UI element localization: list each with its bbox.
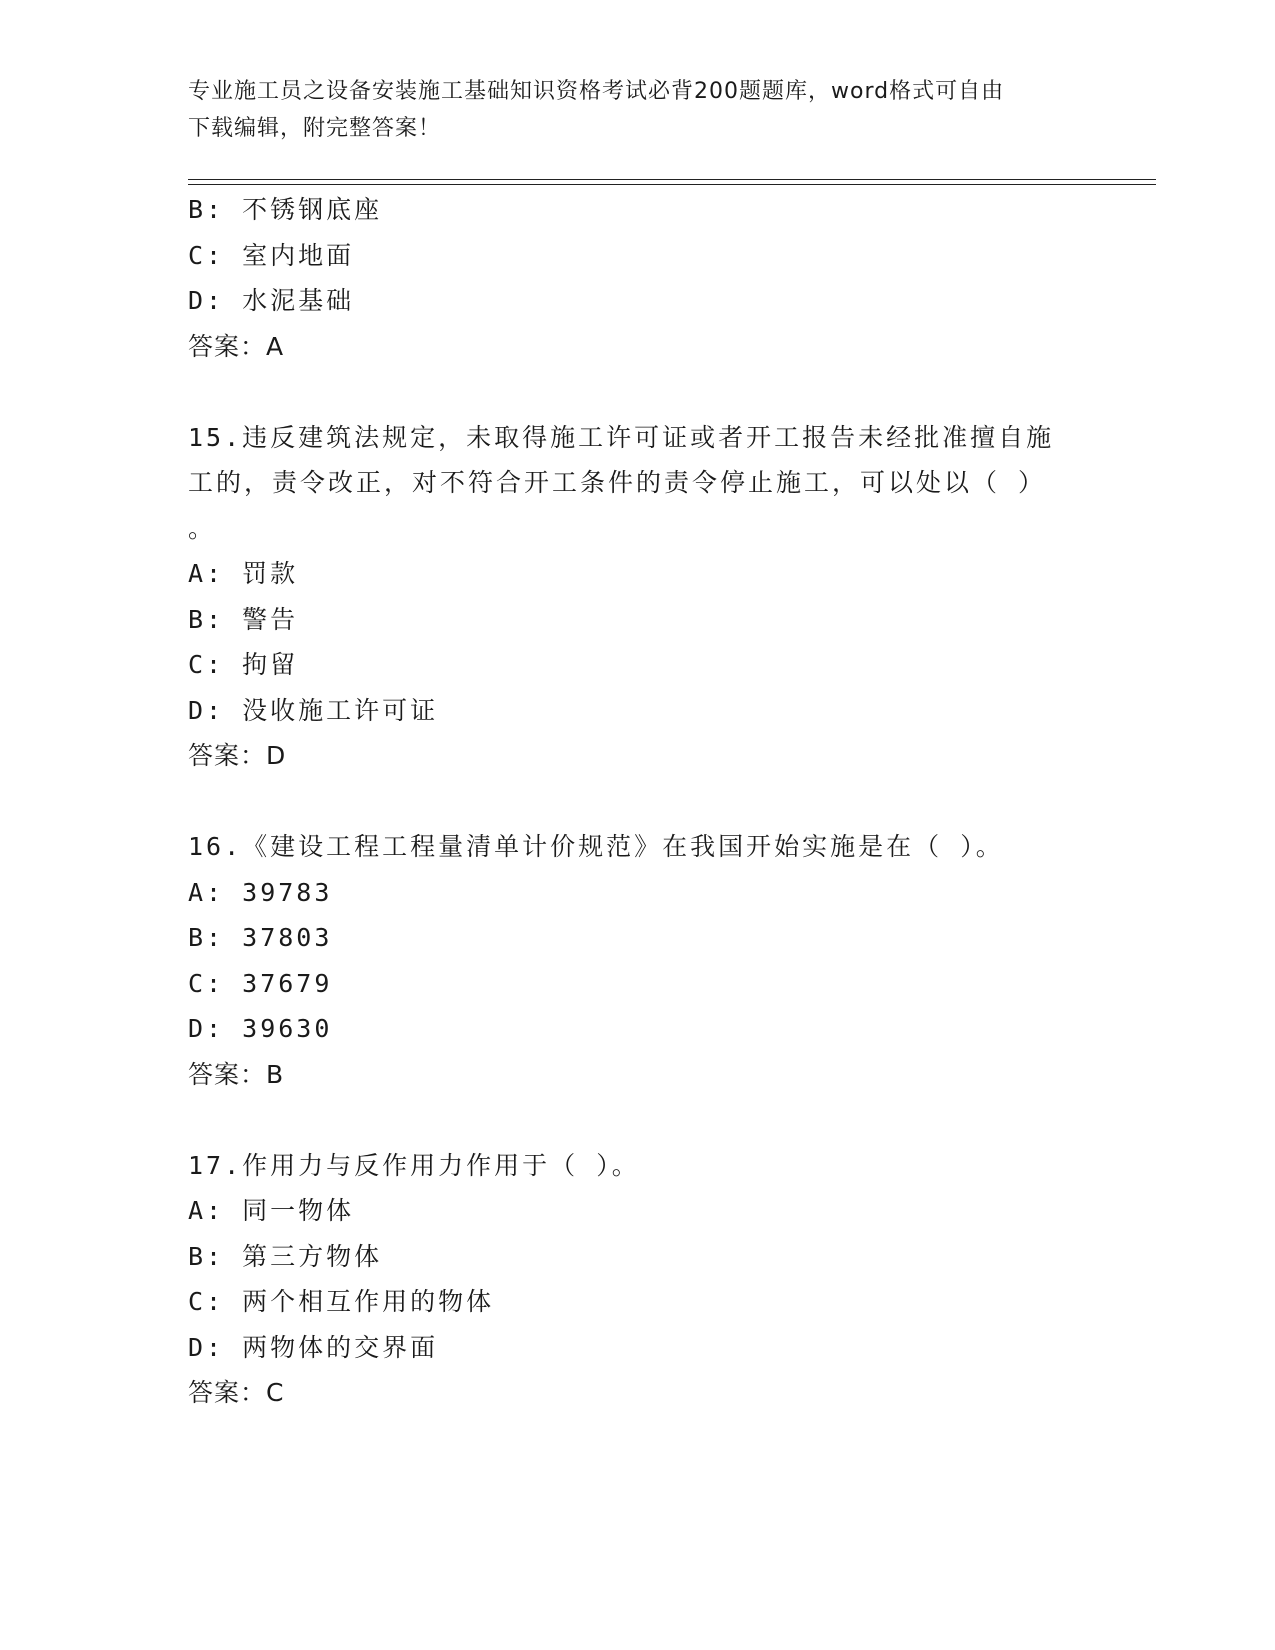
question-stem-line: 15.违反建筑法规定，未取得施工许可证或者开工报告未经批准擅自施	[188, 422, 1055, 452]
option-d: D: 39630	[188, 1014, 333, 1043]
question-16	[188, 824, 1088, 1097]
answer-line: 答案：D	[188, 741, 287, 770]
option-c: C: 拘留	[188, 650, 299, 679]
spacer	[188, 1097, 1088, 1143]
answer-line: 答案：C	[188, 1378, 285, 1407]
header-line-1: 专业施工员之设备安装施工基础知识资格考试必背200题题库，word格式可自由	[188, 79, 1005, 104]
option-b: B: 警告	[188, 604, 299, 634]
spacer	[188, 779, 1088, 825]
question-stem-line: 。	[188, 513, 217, 543]
header-line-2: 下载编辑，附完整答案！	[188, 116, 442, 141]
option-d: D: 水泥基础	[188, 286, 355, 315]
header-divider-bottom	[188, 184, 1156, 185]
document-header	[188, 73, 1068, 147]
option-d: D: 两物体的交界面	[188, 1332, 439, 1362]
spacer	[188, 369, 1088, 415]
answer-line: 答案：A	[188, 331, 285, 361]
header-divider-top	[188, 179, 1156, 180]
question-list	[188, 187, 1088, 1416]
option-b: B: 第三方物体	[188, 1241, 383, 1271]
option-c: C: 37679	[188, 968, 333, 998]
question-stem-line: 工的，责令改正，对不符合开工条件的责令停止施工，可以处以（ ）	[188, 468, 1047, 497]
question-stem: 16.《建设工程工程量清单计价规范》在我国开始实施是在（ ）。	[188, 832, 1004, 861]
option-c: C: 两个相互作用的物体	[188, 1287, 495, 1316]
option-a: A: 39783	[188, 877, 333, 907]
answer-line: 答案：B	[188, 1059, 285, 1089]
option-c: C: 室内地面	[188, 240, 355, 270]
option-a: A: 同一物体	[188, 1196, 355, 1225]
option-b: B: 不锈钢底座	[188, 195, 383, 224]
question-17	[188, 1143, 1088, 1416]
option-b: B: 37803	[188, 923, 333, 952]
option-d: D: 没收施工许可证	[188, 695, 439, 725]
option-a: A: 罚款	[188, 559, 299, 588]
question-15	[188, 415, 1088, 779]
question-14-tail	[188, 187, 1088, 369]
question-stem: 17.作用力与反作用力作用于（ ）。	[188, 1150, 640, 1180]
